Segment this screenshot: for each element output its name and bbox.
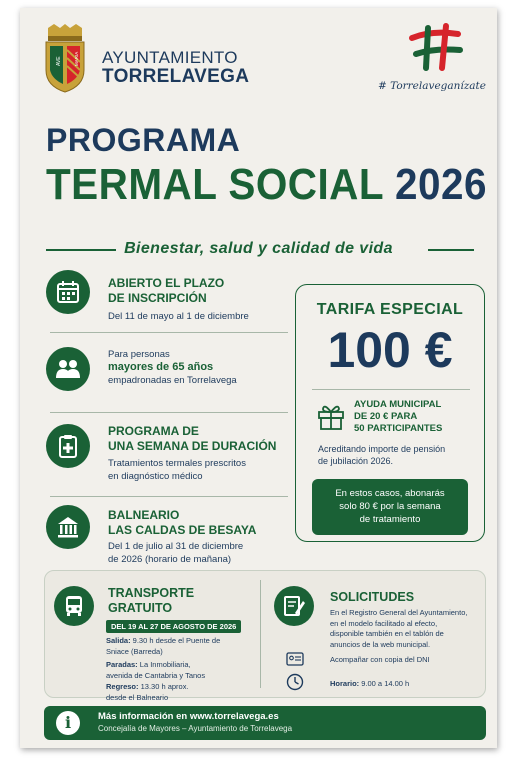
- clock-icon: [286, 673, 304, 691]
- info-box-divider: [260, 580, 261, 688]
- form-pen-icon: [274, 586, 314, 626]
- footer-website: Más información en www.torrelavega.es: [98, 711, 279, 722]
- poster: [20, 8, 497, 748]
- info-icon: i: [56, 711, 80, 735]
- footer-department: Concejalía de Mayores – Ayuntamiento de Torrelavega: [98, 724, 293, 733]
- tariff-box: [295, 284, 485, 542]
- shield-text-right: MARIA: [74, 51, 79, 66]
- people-icon: [46, 347, 90, 391]
- org-name-line1: AYUNTAMIENTO: [102, 48, 238, 67]
- id-card-icon: [286, 650, 304, 668]
- gift-icon: [316, 401, 346, 431]
- subtitle-line-right: [428, 249, 474, 251]
- title-termal-social: [46, 160, 487, 210]
- acreditando-text: Acreditando importe de pensión de jubilación 2026.: [318, 444, 446, 466]
- torrelaveganizate-logo: [408, 22, 466, 74]
- title-year: 2026: [395, 160, 487, 209]
- feature-4-text: Del 1 de julio al 31 de diciembre de 2026 (horario de mañana): [108, 541, 244, 565]
- title-programa: PROGRAMA: [46, 122, 241, 158]
- solicitudes-title: SOLICITUDES: [330, 590, 415, 604]
- tariff-separator: [312, 389, 470, 390]
- discount-note: En estos casos, abonarás solo 80 € por la semana de tratamiento: [312, 479, 468, 535]
- subtitle: Bienestar, salud y calidad de vida: [124, 240, 393, 257]
- solicitudes-horario: Horario: 9.00 a 14.00 h: [330, 679, 410, 688]
- ayuda-municipal: AYUDA MUNICIPAL DE 20 € PARA 50 PARTICIPANTES: [354, 399, 443, 434]
- transporte-dates: DEL 19 AL 27 DE AGOSTO DE 2026: [106, 620, 241, 633]
- feature-separator: [50, 496, 288, 497]
- feature-3-title: PROGRAMA DE UNA SEMANA DE DURACIÓN: [108, 424, 277, 453]
- medical-clipboard-icon: [46, 424, 90, 468]
- feature-separator: [50, 412, 288, 413]
- tariff-price: 100 €: [327, 322, 453, 378]
- tariff-label: TARIFA ESPECIAL: [316, 301, 464, 318]
- transporte-paradas: Paradas: La Inmobiliaria, avenida de Cantabria y Tanos: [106, 660, 206, 680]
- transporte-salida: Salida: 9.30 h desde el Puente de Sniace (Barreda): [106, 636, 221, 656]
- feature-1-title: ABIERTO EL PLAZO DE INSCRIPCIÓN: [108, 276, 225, 305]
- transporte-regreso: Regreso: 13.30 h aprox. desde el Balneario: [106, 682, 189, 702]
- feature-1-text: Del 11 de mayo al 1 de diciembre: [108, 311, 249, 322]
- spa-building-icon: [46, 505, 90, 549]
- solicitudes-text: En el Registro General del Ayuntamiento, en el modelo facilitado al efecto, disponible también en el tablón de anuncios de la web municipal.: [330, 608, 468, 649]
- shield-text-left: AVE: [56, 56, 62, 66]
- bus-icon: [54, 586, 94, 626]
- feature-2-text: Para personas mayores de 65 años empadronadas en Torrelavega: [108, 349, 237, 386]
- feature-4-title: BALNEARIO LAS CALDAS DE BESAYA: [108, 508, 257, 537]
- feature-separator: [50, 332, 288, 333]
- hashtag: # Torrelaveganízate: [378, 80, 486, 92]
- solicitudes-dni: Acompañar con copia del DNI: [330, 655, 430, 664]
- coat-of-arms-icon: [42, 24, 88, 94]
- feature-3-text: Tratamientos termales prescritos en diagnóstico médico: [108, 458, 246, 482]
- org-name-line2: TORRELAVEGA: [102, 66, 250, 87]
- title-termal-social-text: TERMAL SOCIAL: [46, 160, 396, 209]
- transporte-title: TRANSPORTE GRATUITO: [108, 586, 195, 615]
- calendar-icon: [46, 270, 90, 314]
